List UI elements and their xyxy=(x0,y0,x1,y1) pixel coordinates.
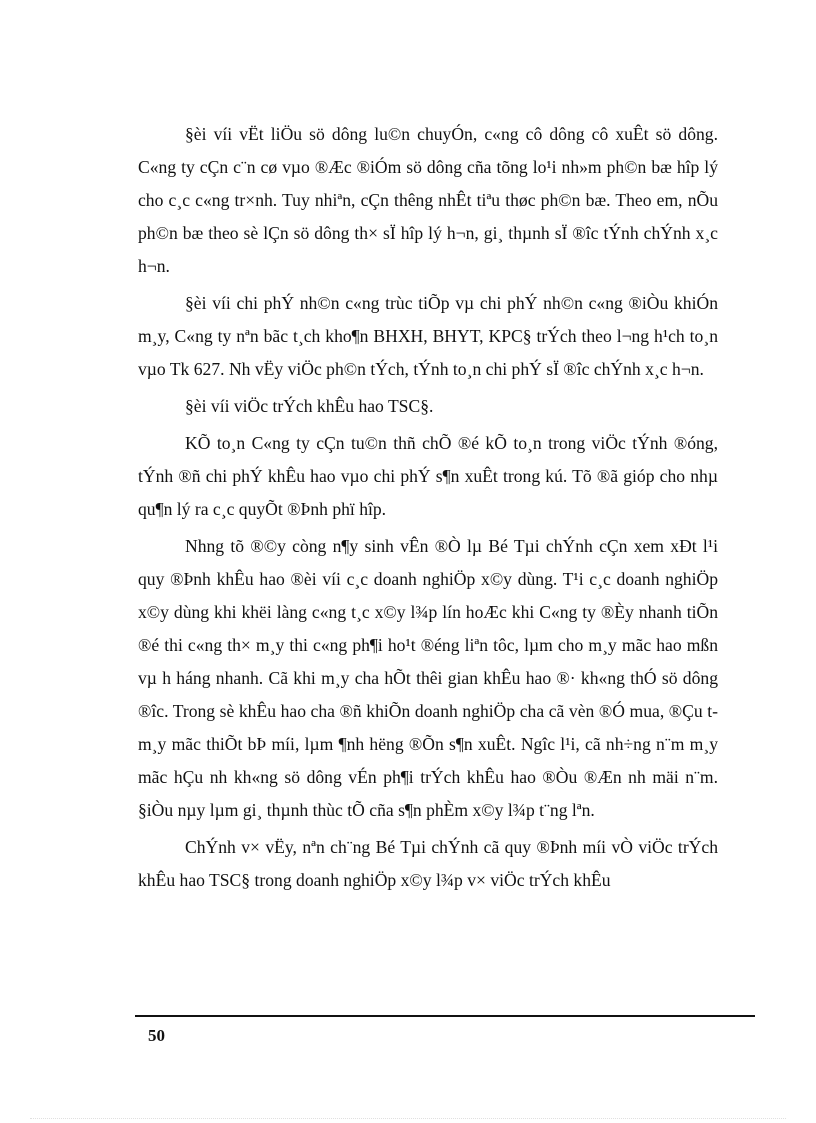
paragraph-6: ChÝnh v× vËy, nªn ch¨ng Bé Tµi chÝnh cã quy ®Þnh míi vÒ viÖc trÝch khÊu hao TSC§ trong doanh nghiÖp x©y l¾p v× viÖc trÝch khÊu xyxy=(138,837,718,890)
paragraph-2: §èi víi chi phÝ nh©n c«ng trùc tiÕp vµ chi phÝ nh©n c«ng ®iÒu khiÓn m¸y, C«ng ty nªn bãc t¸ch kho¶n BHXH, BHYT, KPC§ trÝch theo l¬ng h¹ch to¸n vµo Tk 627. Nh vËy viÖc ph©n tÝch, tÝnh to¸n chi phÝ sÏ ®îc chÝnh x¸c h¬n. xyxy=(138,293,718,379)
paragraph-5: Nhng tõ ®©y còng n¶y sinh vÊn ®Ò lµ Bé Tµi chÝnh cÇn xem xÐt l¹i quy ®Þnh khÊu hao ®èi víi c¸c doanh nghiÖp x©y dùng. T¹i c¸c doanh nghiÖp x©y dùng khi khëi làng c«ng t¸c x©y l¾p lín hoÆc khi C«ng ty ®Èy nhanh tiÕn ®é thi c«ng th× m¸y thi c«ng ph¶i ho¹t ®éng liªn tôc, lµm cho m¸y mãc hao mßn vµ h háng nhanh. Cã khi m¸y cha hÕt thêi gian khÊu hao ®· kh«ng thÓ sö dông ®îc. Trong sè khÊu hao cha ®ñ khiÕn doanh nghiÖp cha cã vèn ®Ó mua, ®Çu t m¸y mãc thiÕt bÞ míi, lµm ¶nh hëng ®Õn s¶n xuÊt. Ngîc l¹i, cã nh÷ng n¨m m¸y mãc hÇu nh kh«ng sö dông vÉn ph¶i trÝch khÊu hao ®Òu ®Æn nh mäi n¨m. §iÒu nµy lµm gi¸ thµnh thùc tÕ cña s¶n phÈm x©y l¾p t¨ng lªn. xyxy=(138,536,718,820)
paragraph-4: KÕ to¸n C«ng ty cÇn tu©n thñ chÕ ®é kÕ to¸n trong viÖc tÝnh ®óng, tÝnh ®ñ chi phÝ khÊu hao vµo chi phÝ s¶n xuÊt trong kú. Tõ ®ã gióp cho nhµ qu¶n lý ra c¸c quyÕt ®Þnh phï hîp. xyxy=(138,433,718,519)
paragraph-3: §èi víi viÖc trÝch khÊu hao TSC§. xyxy=(185,396,434,416)
paragraph-1: §èi víi vËt liÖu sö dông lu©n chuyÓn, c«ng cô dông cô xuÊt sö dông. C«ng ty cÇn c¨n cø vµo ®Æc ®iÓm sö dông cña tõng lo¹i nh»m ph©n bæ hîp lý cho c¸c c«ng tr×nh. Tuy nhiªn, cÇn thêng nhÊt tiªu thøc ph©n bæ. Theo em, nÕu ph©n bæ theo sè lÇn sö dông th× sÏ hîp lý h¬n, gi¸ thµnh sÏ ®îc tÝnh chÝnh x¸c h¬n. xyxy=(138,124,718,276)
footer-rule xyxy=(135,1015,755,1017)
bottom-divider xyxy=(30,1118,786,1119)
body-text xyxy=(138,118,718,901)
page-number: 50 xyxy=(148,1026,165,1045)
